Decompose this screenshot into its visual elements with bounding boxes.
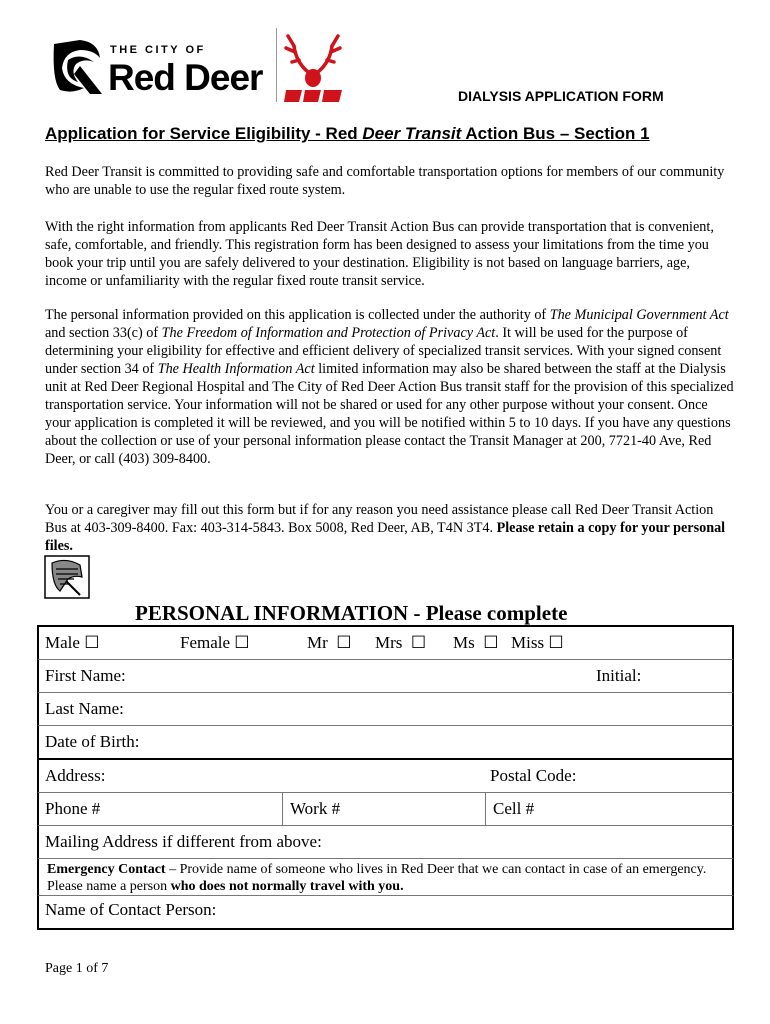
mailing-address-label: Mailing Address if different from above: bbox=[45, 832, 322, 851]
female-option[interactable] bbox=[180, 633, 250, 653]
deer-antlers-icon bbox=[282, 28, 344, 104]
work-divider bbox=[485, 793, 486, 825]
privacy-text-c: . It will be used for the purpose of determining your eligibility for effective and efficient delivery of specialized transit services. With your signed consent under section 34 of bbox=[45, 325, 722, 377]
emergency-contact-desc: – Provide name of someone who lives in Red Deer that we can contact in case of an emergency. Please name a person bbox=[47, 862, 707, 894]
health-act-name: The Health Information Act bbox=[157, 361, 315, 377]
emergency-contact-instructions bbox=[37, 858, 734, 895]
address-row[interactable] bbox=[37, 758, 734, 792]
work-label: Work # bbox=[290, 799, 341, 818]
ms-label: Ms bbox=[453, 633, 475, 652]
logo-city-name: Red Deer bbox=[108, 57, 263, 98]
contact-paragraph bbox=[45, 501, 735, 555]
phone-label: Phone # bbox=[45, 799, 101, 818]
last-name-label: Last Name: bbox=[45, 699, 124, 718]
personal-info-heading: PERSONAL INFORMATION - Please complete bbox=[135, 601, 568, 625]
privacy-paragraph bbox=[45, 306, 735, 468]
first-name-row[interactable] bbox=[37, 659, 734, 692]
privacy-text-d: limited information may also be shared between the staff at the Dialysis unit at Red Deer Regional Hospital and The City of Red Deer Action Bus transit staff for the provision of this specialized transportation service. Your information will not be shared or used for any other purpose without your consent. Once your application is completed it will be reviewed, and you will be notified within 5 to 10 days. If you have any questions about the collection or use of your personal information please contact the Transit Manager at 200, 7721-40 Ave, Red Deer, or call (403) 309-8400. bbox=[45, 361, 734, 467]
contact-text: You or a caregiver may fill out this form but if for any reason you need assistance please call Red Deer Transit Action Bus at 403-309-8400. Fax: 403-314-5843. Box 5008, Red Deer, AB, T4N 3T4. bbox=[45, 502, 714, 536]
mrs-option[interactable] bbox=[375, 633, 426, 653]
personal-info-form bbox=[37, 625, 734, 930]
title-part-3: Action Bus – Section 1 bbox=[461, 124, 650, 143]
male-label: Male bbox=[45, 633, 80, 652]
emergency-contact-note: who does not normally travel with you. bbox=[170, 879, 404, 894]
contact-person-row[interactable] bbox=[37, 895, 734, 930]
female-checkbox[interactable]: ☐ bbox=[234, 633, 250, 652]
logo-divider bbox=[276, 28, 277, 102]
logo-city-small-text: THE CITY OF bbox=[110, 44, 206, 56]
female-label: Female bbox=[180, 633, 231, 652]
postal-code-label: Postal Code: bbox=[490, 766, 577, 785]
ms-checkbox[interactable]: ☐ bbox=[483, 633, 499, 652]
initial-label: Initial: bbox=[596, 666, 642, 685]
privacy-text-b: and section 33(c) of bbox=[45, 325, 162, 341]
form-code-label: DIALYSIS APPLICATION FORM bbox=[458, 88, 664, 104]
mr-option[interactable] bbox=[307, 633, 352, 653]
title-part-2: Deer Transit bbox=[362, 124, 462, 143]
ms-option[interactable] bbox=[453, 633, 498, 653]
emergency-contact-text bbox=[47, 861, 727, 895]
emergency-contact-label: Emergency Contact bbox=[47, 862, 166, 877]
last-name-row[interactable] bbox=[37, 692, 734, 725]
date-of-birth-label: Date of Birth: bbox=[45, 732, 140, 751]
mailing-address-row[interactable] bbox=[37, 825, 734, 858]
municipal-act-name: The Municipal Government Act bbox=[549, 307, 729, 323]
male-option[interactable] bbox=[45, 633, 99, 653]
caregiver-icon bbox=[44, 555, 90, 599]
miss-option[interactable] bbox=[511, 633, 564, 653]
cell-label: Cell # bbox=[493, 799, 535, 818]
retain-copy-note: Please retain a copy for your personal files. bbox=[45, 520, 726, 554]
phone-row bbox=[37, 792, 734, 825]
intro-paragraph-2: With the right information from applicants Red Deer Transit Action Bus can provide transportation that is convenient, safe, comfortable, and friendly. This registration form has been designed to assess your limitations from the time you book your trip until you are safely delivered to your destination. Eligibility is not based on language barriers, age, income or unfamiliarity with the regular fixed route transit service. bbox=[45, 219, 714, 289]
male-checkbox[interactable]: ☐ bbox=[84, 633, 100, 652]
city-of-red-deer-logo bbox=[50, 36, 270, 102]
page-number: Page 1 of 7 bbox=[45, 961, 109, 976]
title-part-1: Application for Service Eligibility - Red bbox=[45, 124, 363, 143]
address-label: Address: bbox=[45, 766, 106, 785]
miss-checkbox[interactable]: ☐ bbox=[548, 633, 564, 652]
intro-paragraph-1: Red Deer Transit is committed to providing safe and comfortable transportation options for members of our community who are unable to use the regular fixed route system. bbox=[45, 164, 725, 198]
document-title bbox=[45, 124, 650, 144]
red-deer-swoosh-icon bbox=[50, 36, 106, 98]
mrs-label: Mrs bbox=[375, 633, 403, 652]
date-of-birth-row[interactable] bbox=[37, 725, 734, 758]
red-deer-transit-logo bbox=[282, 28, 344, 104]
miss-label: Miss bbox=[511, 633, 545, 652]
phone-divider bbox=[282, 793, 283, 825]
mr-checkbox[interactable]: ☐ bbox=[336, 633, 352, 652]
gender-title-row bbox=[37, 625, 734, 659]
foip-act-name: The Freedom of Information and Protection of Privacy Act bbox=[161, 325, 496, 341]
first-name-label: First Name: bbox=[45, 666, 126, 685]
mr-label: Mr bbox=[307, 633, 328, 652]
mrs-checkbox[interactable]: ☐ bbox=[410, 633, 427, 652]
privacy-text-a: The personal information provided on this application is collected under the authority of bbox=[45, 307, 550, 323]
contact-person-label: Name of Contact Person: bbox=[45, 900, 217, 919]
